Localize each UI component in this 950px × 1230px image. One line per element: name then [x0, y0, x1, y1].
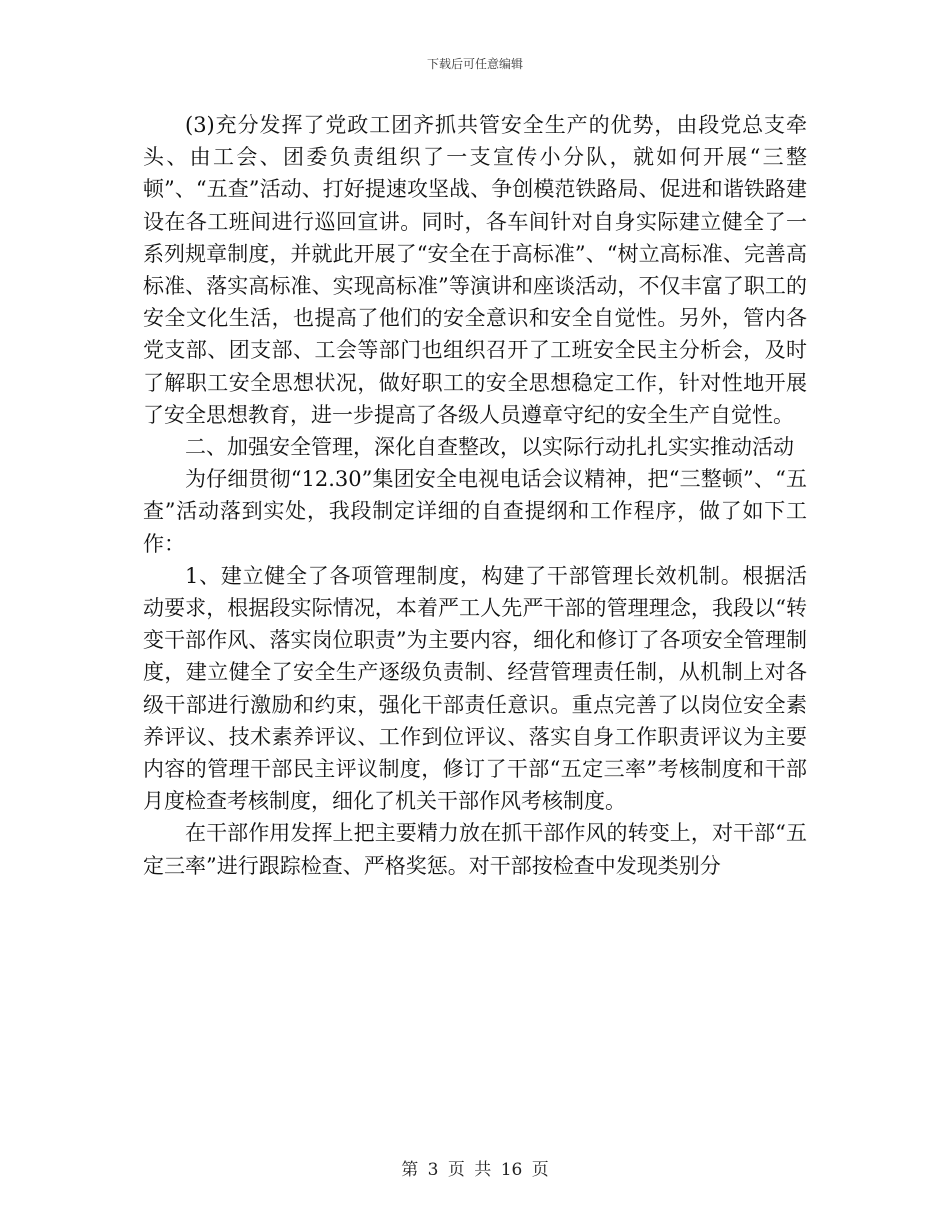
paragraph-5: 在干部作用发挥上把主要精力放在抓干部作风的转变上，对干部“五定三率”进行跟踪检查、严格奖惩。对干部按检查中发现类别分: [143, 821, 807, 878]
document-body: [143, 109, 807, 882]
paragraph-4: 1、建立健全了各项管理制度，构建了干部管理长效机制。根据活动要求，根据段实际情况，本着严工人先严干部的管理理念，我段以“转变干部作风、落实岗位职责”为主要内容，细化和修订了各项安全管理制度，建立健全了安全生产逐级负责制、经营管理责任制，从机制上对各级干部进行激励和约束，强化干部责任意识。重点完善了以岗位安全素养评议、技术素养评议、工作到位评议、落实自身工作职责评议为主要内容的管理干部民主评议制度，修订了干部“五定三率”考核制度和干部月度检查考核制度，细化了机关干部作风考核制度。: [143, 563, 807, 814]
paragraph-1: (3)充分发挥了党政工团齐抓共管安全生产的优势，由段党总支牵头、由工会、团委负责组织了一支宣传小分队，就如何开展“三整顿”、“五查”活动、打好提速攻坚战、争创模范铁路局、促进和谐铁路建设在各工班间进行巡回宣讲。同时，各车间针对自身实际建立健全了一系列规章制度，并就此开展了“安全在于高标准”、“树立高标准、完善高标准、落实高标准、实现高标准”等演讲和座谈活动，不仅丰富了职工的安全文化生活，也提高了他们的安全意识和安全自觉性。另外，管内各党支部、团支部、工会等部门也组织召开了工班安全民主分析会，及时了解职工安全思想状况，做好职工的安全思想稳定工作，针对性地开展了安全思想教育，进一步提高了各级人员遵章守纪的安全生产自觉性。: [143, 113, 807, 427]
page-header-note: 下载后可任意编辑: [426, 57, 523, 71]
section-heading-2: 二、加强安全管理，深化自查整改，以实际行动扎扎实实推动活动: [185, 435, 794, 460]
page-number: 第 3 页 共 16 页: [401, 1160, 549, 1180]
paragraph-3: 为仔细贯彻“12.30”集团安全电视电话会议精神，把“三整顿”、“五查”活动落到实处，我段制定详细的自查提纲和工作程序，做了如下工作：: [143, 467, 807, 556]
